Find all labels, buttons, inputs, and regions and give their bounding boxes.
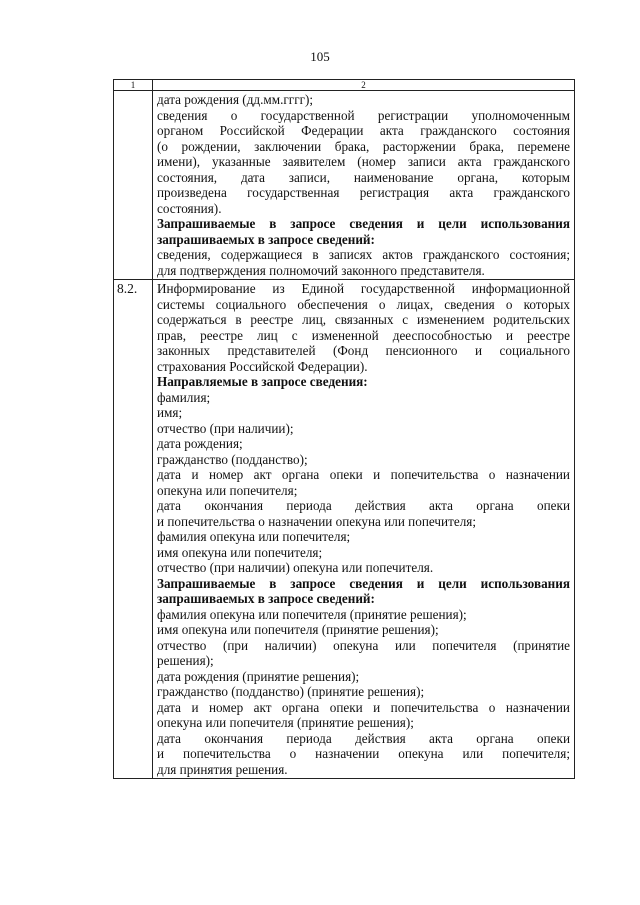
text-line: законных представителей (Фонд пенсионного и социального (157, 343, 570, 358)
text-line: дата рождения; (157, 436, 243, 451)
row-number (114, 91, 153, 280)
text-line: фамилия опекуна или попечителя; (157, 529, 351, 544)
table-row (114, 280, 575, 779)
table-header-row (114, 80, 575, 91)
text-line: системы социального обеспечения о лицах, сведения о которых (157, 296, 570, 312)
text-line: опекуна или попечителя; (157, 482, 298, 498)
text-line: отчество (при наличии) опекуна или попечителя (принятие (157, 637, 570, 653)
text-line: гражданство (подданство) (принятие решения); (157, 684, 425, 699)
section-heading-line: Направляемые в запросе сведения: (157, 374, 368, 389)
row-content (153, 280, 575, 779)
text-line: гражданство (подданство); (157, 451, 308, 467)
section-heading-line: запрашиваемых в запросе сведений: (157, 591, 375, 606)
text-line: имя; (157, 405, 183, 420)
text-line: решения); (157, 653, 214, 668)
text-line: и попечительства о назначении опекуна или попечителя; (157, 513, 477, 529)
text-line: дата рождения (принятие решения); (157, 668, 360, 684)
section-heading-line: Запрашиваемые в запросе сведения и цели использования (157, 575, 570, 591)
text-line: содержаться в реестре лиц, связанных с изменением родительских (157, 312, 570, 327)
text-line: сведения о государственной регистрации уполномоченным (157, 107, 570, 123)
document-table (113, 79, 575, 779)
text-line: (о рождении, заключении брака, расторжении брака, перемене (157, 138, 570, 154)
row-content (153, 91, 575, 280)
text-line: отчество (при наличии) опекуна или попечителя. (157, 560, 434, 575)
header-col-2: 2 (153, 80, 575, 91)
text-line: Информирование из Единой государственной информационной (157, 281, 570, 296)
text-line: для подтверждения полномочий законного представителя. (157, 262, 485, 278)
text-line: дата и номер акт органа опеки и попечительства о назначении (157, 467, 570, 482)
text-line: прав, реестре лиц с измененной дееспособностью и реестре (157, 327, 570, 343)
text-line: имя опекуна или попечителя; (157, 544, 323, 560)
text-line: произведена государственная регистрация акта гражданского (157, 185, 570, 200)
text-line: опекуна или попечителя (принятие решения); (157, 715, 414, 730)
table-row (114, 91, 575, 280)
text-line: состояния). (157, 200, 222, 216)
text-line: сведения, содержащиеся в записях актов гражданского состояния; (157, 247, 570, 262)
text-line: фамилия; (157, 389, 211, 405)
text-line: отчество (при наличии); (157, 420, 294, 436)
text-line: имени), указанные заявителем (номер записи акта гражданского (157, 154, 570, 169)
text-line: дата окончания периода действия акта органа опеки (157, 498, 570, 513)
section-heading-line: Запрашиваемые в запросе сведения и цели использования (157, 216, 570, 231)
text-line: страхования Российской Федерации). (157, 358, 368, 374)
text-line: дата окончания периода действия акта органа опеки (157, 730, 570, 746)
text-line: и попечительства о назначении опекуна или попечителя; (157, 746, 570, 761)
text-line: дата рождения (дд.мм.гггг); (157, 92, 314, 107)
header-col-1: 1 (114, 80, 153, 91)
text-line: состояния, дата записи, наименование органа, которым (157, 169, 570, 185)
section-heading-line: запрашиваемых в запросе сведений: (157, 231, 375, 247)
page-number: 105 (310, 49, 330, 64)
text-line: имя опекуна или попечителя (принятие решения); (157, 622, 439, 637)
text-line: органом Российской Федерации акта гражданского состояния (157, 123, 570, 138)
text-line: для принятия решения. (157, 761, 288, 777)
row-number: 8.2. (114, 280, 153, 779)
text-line: фамилия опекуна или попечителя (принятие решения); (157, 606, 467, 622)
text-line: дата и номер акт органа опеки и попечительства о назначении (157, 699, 570, 715)
